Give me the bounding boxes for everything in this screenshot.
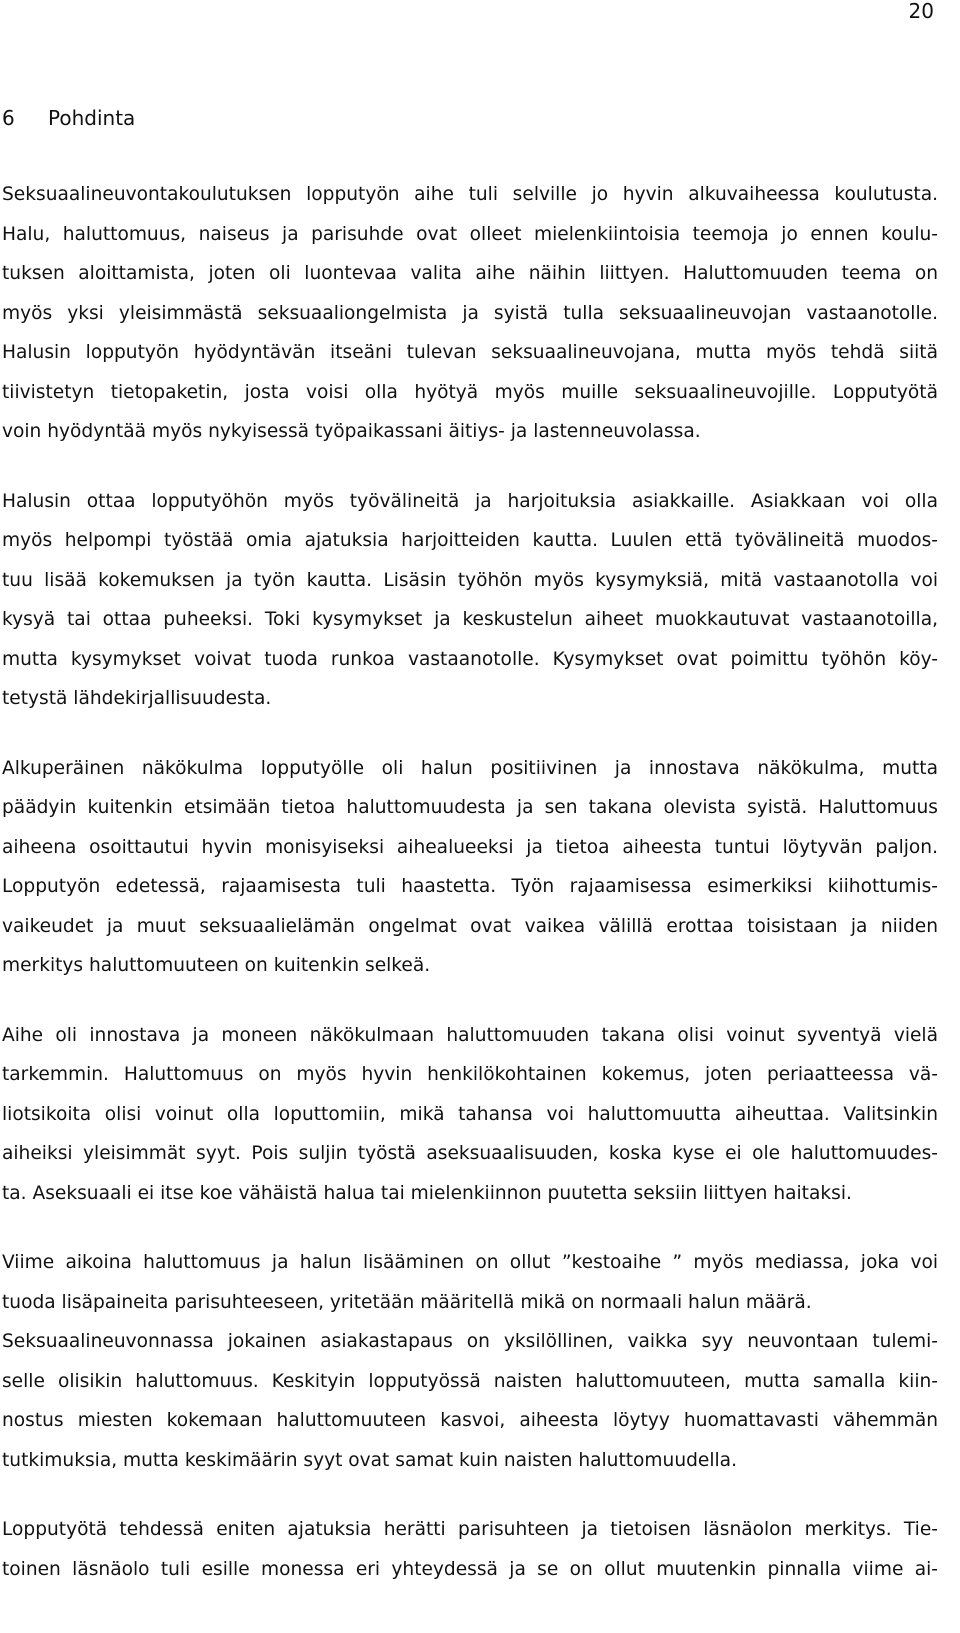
text-line: tiivistetyn tietopaketin, josta voisi olla hyötyä myös muille seksuaalineuvojille. Lopputyötä [2,381,938,403]
text-line: Lopputyön edetessä, rajaamisesta tuli haastetta. Työn rajaamisessa esimerkiksi kiihottumis- [2,876,938,897]
text-line: tuoda lisäpaineita parisuhteeseen, yritetään määritellä mikä on normaali halun määrä. [2,1291,812,1313]
text-line: vaikeudet ja muut seksuaalielämän ongelmat ovat vaikea välillä erottaa toisistaan ja niiden [2,915,938,937]
text-line: tuksen aloittamista, joten oli luontevaa valita aihe näihin liittyen. Haluttomuuden teema on [2,263,938,284]
text-line: tarkemmin. Haluttomuus on myös hyvin henkilökohtainen kokemus, joten periaatteessa vä- [2,1064,938,1085]
text-line: Lopputyötä tehdessä eniten ajatuksia herätti parisuhteen ja tietoisen läsnäolon merkitys. Tie- [2,1519,938,1540]
text-line: liotsikoita olisi voinut olla loputtomiin, mikä tahansa voi haluttomuutta aiheuttaa. Valitsinkin [2,1103,938,1125]
paragraph-3 [2,749,938,986]
text-line: tutkimuksia, mutta keskimäärin syyt ovat samat kuin naisten haluttomuudella. [2,1449,737,1471]
text-line: Seksuaalineuvonnassa jokainen asiakastapaus on yksilöllinen, vaikka syy neuvontaan tulemi- [2,1331,938,1352]
text-line: voin hyödyntää myös nykyisessä työpaikassani äitiys- ja lastenneuvolassa. [2,421,701,442]
page-number: 20 [908,0,934,23]
section-number: 6 [2,106,15,130]
text-line: ta. Aseksuaali ei itse koe vähäistä halua tai mielenkiinnon puutetta seksiin liittyen haitaksi. [2,1182,852,1204]
paragraph-1 [2,175,938,452]
text-line: kysyä tai ottaa puheeksi. Toki kysymykset ja keskustelun aiheet muokkautuvat vastaanotoilla, [2,609,938,630]
text-line: Alkuperäinen näkökulma lopputyölle oli halun positiivinen ja innostava näkökulma, mutta [2,757,938,779]
section-heading [2,105,135,131]
text-line: Halu, haluttomuus, naiseus ja parisuhde ovat olleet mielenkiintoisia teemoja jo ennen koulu- [2,223,938,245]
text-line: tetystä lähdekirjallisuudesta. [2,688,272,709]
text-line: tuu lisää kokemuksen ja työn kautta. Lisäsin työhön myös kysymyksiä, mitä vastaanotolla voi [2,569,938,591]
text-line: päädyin kuitenkin etsimään tietoa haluttomuudesta ja sen takana olevista syistä. Haluttomuus [2,797,938,818]
text-line: Halusin lopputyön hyödyntävän itseäni tulevan seksuaalineuvojana, mutta myös tehdä siitä [2,342,938,363]
text-line: aiheena osoittautui hyvin monisyiseksi aihealueeksi ja tietoa aiheesta tuntui löytyvän paljon. [2,836,938,858]
text-line: nostus miesten kokemaan haluttomuuteen kasvoi, aiheesta löytyy huomattavasti vähemmän [2,1410,938,1431]
paragraph-4 [2,1016,938,1214]
text-line: Aihe oli innostava ja moneen näkökulmaan haluttomuuden takana olisi voinut syventyä vielä [2,1024,938,1046]
paragraph-2 [2,482,938,719]
text-line: myös yksi yleisimmästä seksuaaliongelmista ja syistä tulla seksuaalineuvojan vastaanotolle. [2,302,938,324]
text-line: mutta kysymykset voivat tuoda runkoa vastaanotolle. Kysymykset ovat poimittu työhön köy- [2,648,938,670]
text-line: myös helpompi työstää omia ajatuksia harjoitteiden kautta. Luulen että työvälineitä muodos- [2,530,938,551]
text-line: toinen läsnäolo tuli esille monessa eri yhteydessä ja se on ollut muutenkin pinnalla viime ai- [2,1558,938,1580]
paragraph-6 [2,1510,938,1589]
body-text [2,175,938,1619]
paragraph-5 [2,1243,938,1480]
section-title: Pohdinta [48,106,136,130]
text-line: Seksuaalineuvontakoulutuksen lopputyön aihe tuli selville jo hyvin alkuvaiheessa koulutusta. [2,184,938,205]
text-line: Halusin ottaa lopputyöhön myös työvälineitä ja harjoituksia asiakkaille. Asiakkaan voi olla [2,490,938,512]
text-line: Viime aikoina haluttomuus ja halun lisääminen on ollut ”kestoaihe ” myös mediassa, joka voi [2,1252,938,1273]
text-line: aiheiksi yleisimmät syyt. Pois suljin työstä aseksuaalisuuden, koska kyse ei ole haluttomuudes- [2,1143,938,1164]
text-line: selle olisikin haluttomuus. Keskityin lopputyössä naisten haluttomuuteen, mutta samalla kiin- [2,1370,938,1392]
text-line: merkitys haluttomuuteen on kuitenkin selkeä. [2,955,431,976]
